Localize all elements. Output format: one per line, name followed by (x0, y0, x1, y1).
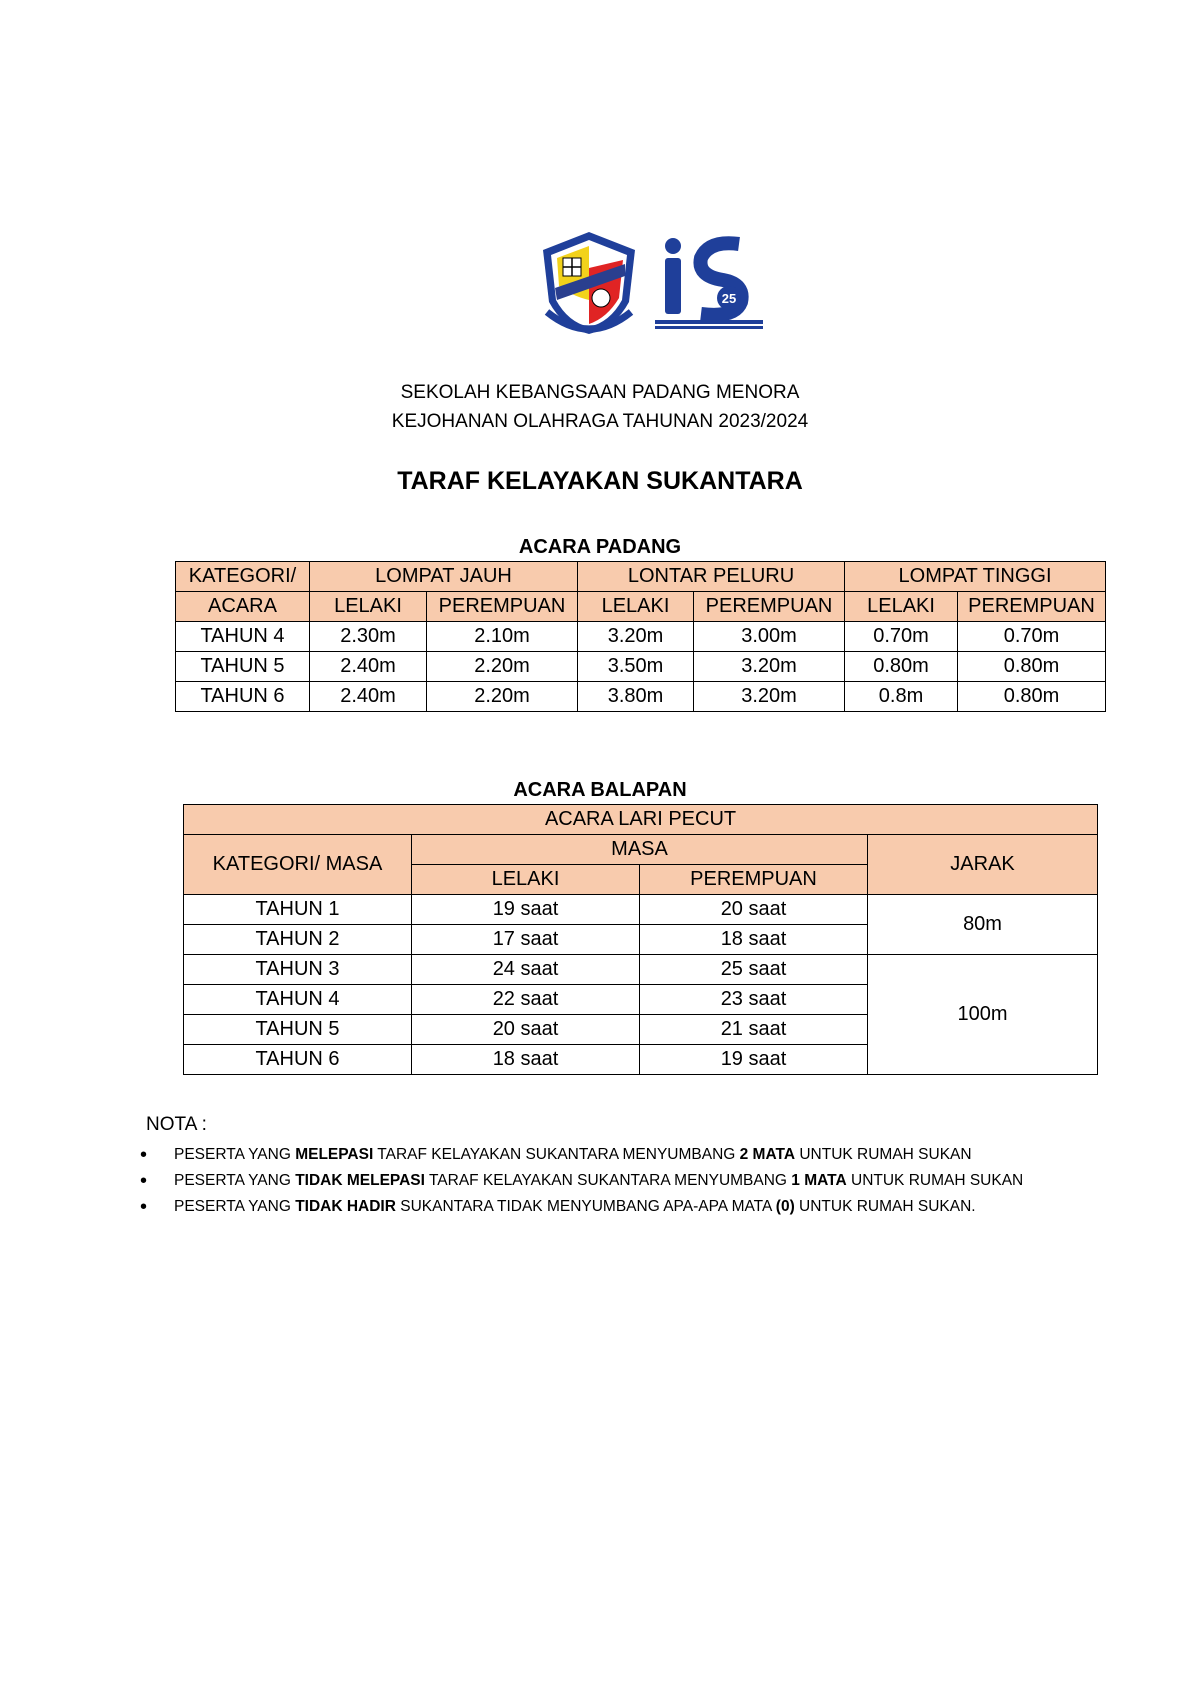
note-emphasis: 1 MATA (791, 1172, 847, 1189)
table-cell: 18 saat (640, 925, 868, 955)
gender-header-perempuan: PEREMPUAN (640, 865, 868, 895)
balapan-table (183, 804, 1098, 1075)
gender-header-lelaki: LELAKI (412, 865, 640, 895)
table-cell: 3.80m (578, 682, 694, 712)
note-emphasis: (0) (775, 1198, 795, 1215)
table-cell: 17 saat (412, 925, 640, 955)
event-name: KEJOHANAN OLAHRAGA TAHUNAN 2023/2024 (391, 411, 809, 432)
event-header-lontar-peluru: LONTAR PELURU (578, 562, 845, 592)
table-cell: 0.80m (958, 682, 1106, 712)
gender-header: LELAKI (845, 592, 958, 622)
logos (537, 228, 769, 338)
gender-header: LELAKI (310, 592, 427, 622)
row-label: TAHUN 6 (176, 682, 310, 712)
table-cell: 0.80m (958, 652, 1106, 682)
nota-list (140, 1142, 1180, 1220)
list-item (140, 1142, 1180, 1168)
event-header-lompat-tinggi: LOMPAT TINGGI (845, 562, 1106, 592)
category-header: KATEGORI/ (176, 562, 310, 592)
note-text: UNTUK RUMAH SUKAN. (794, 1198, 976, 1215)
note-text: UNTUK RUMAH SUKAN (795, 1146, 972, 1163)
row-label: TAHUN 1 (184, 895, 412, 925)
row-label: TAHUN 6 (184, 1045, 412, 1075)
note-text: TARAF KELAYAKAN SUKANTARA MENYUMBANG (424, 1172, 792, 1189)
table-cell: 2.30m (310, 622, 427, 652)
note-text: TARAF KELAYAKAN SUKANTARA MENYUMBANG (373, 1146, 740, 1163)
row-label: TAHUN 4 (176, 622, 310, 652)
school-crest-icon (537, 228, 641, 338)
list-item (140, 1194, 1180, 1220)
table-row (184, 955, 1098, 985)
note-emphasis: TIDAK HADIR (295, 1198, 396, 1215)
masa-header: MASA (412, 835, 868, 865)
table-cell: 2.40m (310, 652, 427, 682)
table-row (176, 622, 1106, 652)
table-cell: 3.20m (694, 682, 845, 712)
table-cell: 2.40m (310, 682, 427, 712)
row-label: TAHUN 2 (184, 925, 412, 955)
svg-text:25: 25 (721, 291, 737, 306)
note-emphasis: MELEPASI (295, 1146, 374, 1163)
table-cell: 0.80m (845, 652, 958, 682)
section-title-padang: ACARA PADANG (518, 536, 682, 558)
list-item (140, 1168, 1180, 1194)
table-cell: 3.20m (694, 652, 845, 682)
note-text: PESERTA YANG (174, 1198, 296, 1215)
table-cell: 3.50m (578, 652, 694, 682)
table-cell: 3.20m (578, 622, 694, 652)
gender-header: PEREMPUAN (427, 592, 578, 622)
table-row (184, 895, 1098, 925)
category-header: KATEGORI/ MASA (184, 835, 412, 895)
jarak-cell: 100m (868, 955, 1098, 1075)
row-label: TAHUN 4 (184, 985, 412, 1015)
table-cell: 2.20m (427, 682, 578, 712)
row-label: TAHUN 5 (184, 1015, 412, 1045)
row-label: TAHUN 5 (176, 652, 310, 682)
table-cell: 20 saat (412, 1015, 640, 1045)
table-cell: 2.20m (427, 652, 578, 682)
note-emphasis: TIDAK MELEPASI (295, 1172, 425, 1189)
page-title: TARAF KELAYAKAN SUKANTARA (397, 467, 803, 495)
table-cell: 19 saat (640, 1045, 868, 1075)
category-header-2: ACARA (176, 592, 310, 622)
section-title-balapan: ACARA BALAPAN (513, 779, 687, 801)
note-text: UNTUK RUMAH SUKAN (846, 1172, 1024, 1189)
note-emphasis: 2 MATA (739, 1146, 796, 1163)
gender-header: LELAKI (578, 592, 694, 622)
table-cell: 2.10m (427, 622, 578, 652)
gender-header: PEREMPUAN (958, 592, 1106, 622)
table-cell: 22 saat (412, 985, 640, 1015)
is-25-logo-icon (649, 232, 769, 332)
note-text: PESERTA YANG (174, 1172, 296, 1189)
table-cell: 0.70m (845, 622, 958, 652)
table-cell: 20 saat (640, 895, 868, 925)
row-label: TAHUN 3 (184, 955, 412, 985)
table-cell: 0.8m (845, 682, 958, 712)
school-name: SEKOLAH KEBANGSAAN PADANG MENORA (400, 382, 800, 403)
padang-table (175, 561, 1106, 712)
table-cell: 0.70m (958, 622, 1106, 652)
event-header-lompat-jauh: LOMPAT JAUH (310, 562, 578, 592)
table-cell: 24 saat (412, 955, 640, 985)
jarak-header: JARAK (868, 835, 1098, 895)
table-cell: 23 saat (640, 985, 868, 1015)
table-cell: 18 saat (412, 1045, 640, 1075)
table-row (176, 652, 1106, 682)
note-text: PESERTA YANG (174, 1146, 296, 1163)
table-row (176, 682, 1106, 712)
note-text: SUKANTARA TIDAK MENYUMBANG APA-APA MATA (395, 1198, 776, 1215)
table-cell: 19 saat (412, 895, 640, 925)
jarak-cell: 80m (868, 895, 1098, 955)
nota-label: NOTA : (146, 1114, 207, 1135)
table-title: ACARA LARI PECUT (184, 805, 1098, 835)
table-cell: 25 saat (640, 955, 868, 985)
table-cell: 21 saat (640, 1015, 868, 1045)
gender-header: PEREMPUAN (694, 592, 845, 622)
table-cell: 3.00m (694, 622, 845, 652)
